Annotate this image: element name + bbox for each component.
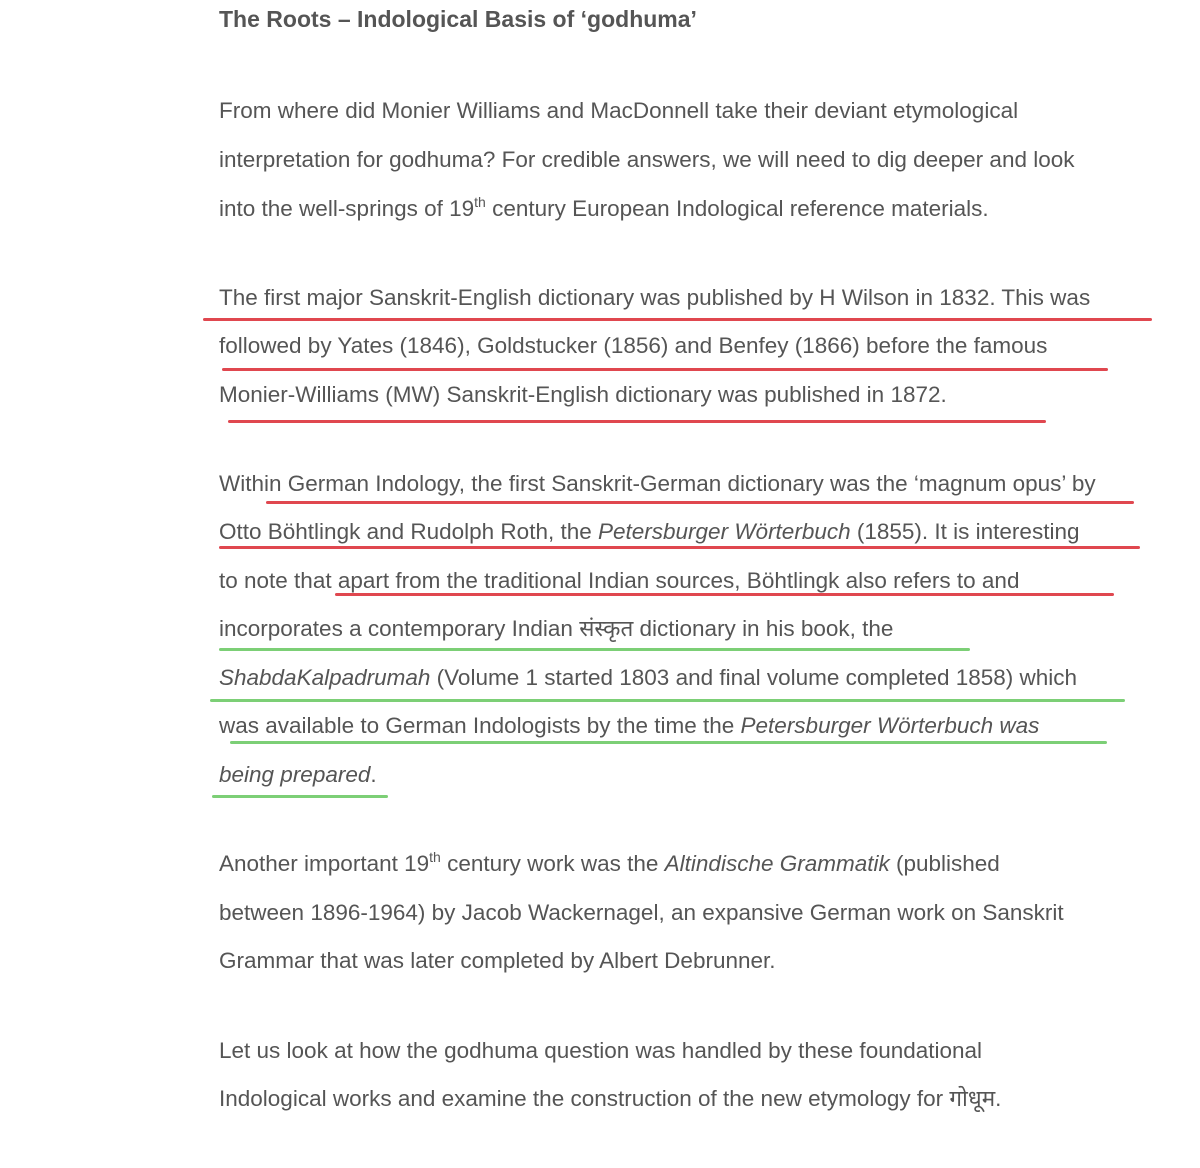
book-title: Altindische Grammatik xyxy=(664,851,890,876)
text-span: (1855). It is interesting xyxy=(850,519,1080,544)
para3-line1: Within German Indology, the first Sanskrit-German dictionary was the ‘magnum opus’ by xyxy=(219,471,1096,496)
para3-line3: to note that apart from the traditional Indian sources, Böhtlingk also refers to and xyxy=(219,568,1020,593)
para1-line1: From where did Monier Williams and MacDonnell take their deviant etymological xyxy=(219,98,1019,123)
text-span: was available to German Indologists by the time the xyxy=(219,713,741,738)
text-span: century European Indological reference materials. xyxy=(485,196,989,221)
para3-line6 xyxy=(219,711,1039,741)
text-span: into the well-springs of 19 xyxy=(219,196,475,221)
red-underline xyxy=(222,368,1108,371)
red-underline xyxy=(219,546,1140,549)
green-underline xyxy=(212,795,388,798)
text-span: . xyxy=(370,762,377,787)
text-span: (Volume 1 started 1803 and final volume completed 1858) which xyxy=(430,665,1078,690)
green-underline xyxy=(230,741,1107,744)
red-underline xyxy=(266,501,1134,504)
section-heading: The Roots – Indological Basis of ‘godhuma’ xyxy=(219,6,697,32)
para2-line2: followed by Yates (1846), Goldstucker (1856) and Benfey (1866) before the famous xyxy=(219,333,1048,358)
text-span: Another important 19 xyxy=(219,851,430,876)
emphasis-text: being prepared xyxy=(219,762,371,787)
para4-line3: Grammar that was later completed by Albert Debrunner. xyxy=(219,948,776,973)
para5-line1: Let us look at how the godhuma question was handled by these foundational xyxy=(219,1038,983,1063)
red-underline xyxy=(335,593,1114,596)
para1-line3 xyxy=(219,194,989,224)
para2-line1: The first major Sanskrit-English dictionary was published by H Wilson in 1832. This was xyxy=(219,285,1091,310)
text-span: Otto Böhtlingk and Rudolph Roth, the xyxy=(219,519,598,544)
para4-line1 xyxy=(219,849,1000,879)
para3-line2 xyxy=(219,517,1079,547)
para4-line2: between 1896-1964) by Jacob Wackernagel, an expansive German work on Sanskrit xyxy=(219,900,1064,925)
para3-line7 xyxy=(219,760,377,790)
para2-line3: Monier-Williams (MW) Sanskrit-English dictionary was published in 1872. xyxy=(219,382,947,407)
superscript: th xyxy=(474,194,486,210)
red-underline xyxy=(203,318,1152,321)
superscript: th xyxy=(429,849,441,865)
text-span: century work was the xyxy=(440,851,665,876)
green-underline xyxy=(210,699,1125,702)
dictionary-title: ShabdaKalpadrumah xyxy=(219,665,431,690)
text-span: (published xyxy=(889,851,1000,876)
para1-line2: interpretation for godhuma? For credible answers, we will need to dig deeper and look xyxy=(219,147,1075,172)
para5-line2: Indological works and examine the construction of the new etymology for गोधूम. xyxy=(219,1086,1002,1111)
para3-line5 xyxy=(219,663,1077,693)
dictionary-title: Petersburger Wörterbuch xyxy=(598,519,851,544)
red-underline xyxy=(228,420,1046,423)
dictionary-title: Petersburger Wörterbuch was xyxy=(740,713,1040,738)
para3-line4: incorporates a contemporary Indian संस्कृत dictionary in his book, the xyxy=(219,616,894,641)
green-underline xyxy=(219,648,970,651)
